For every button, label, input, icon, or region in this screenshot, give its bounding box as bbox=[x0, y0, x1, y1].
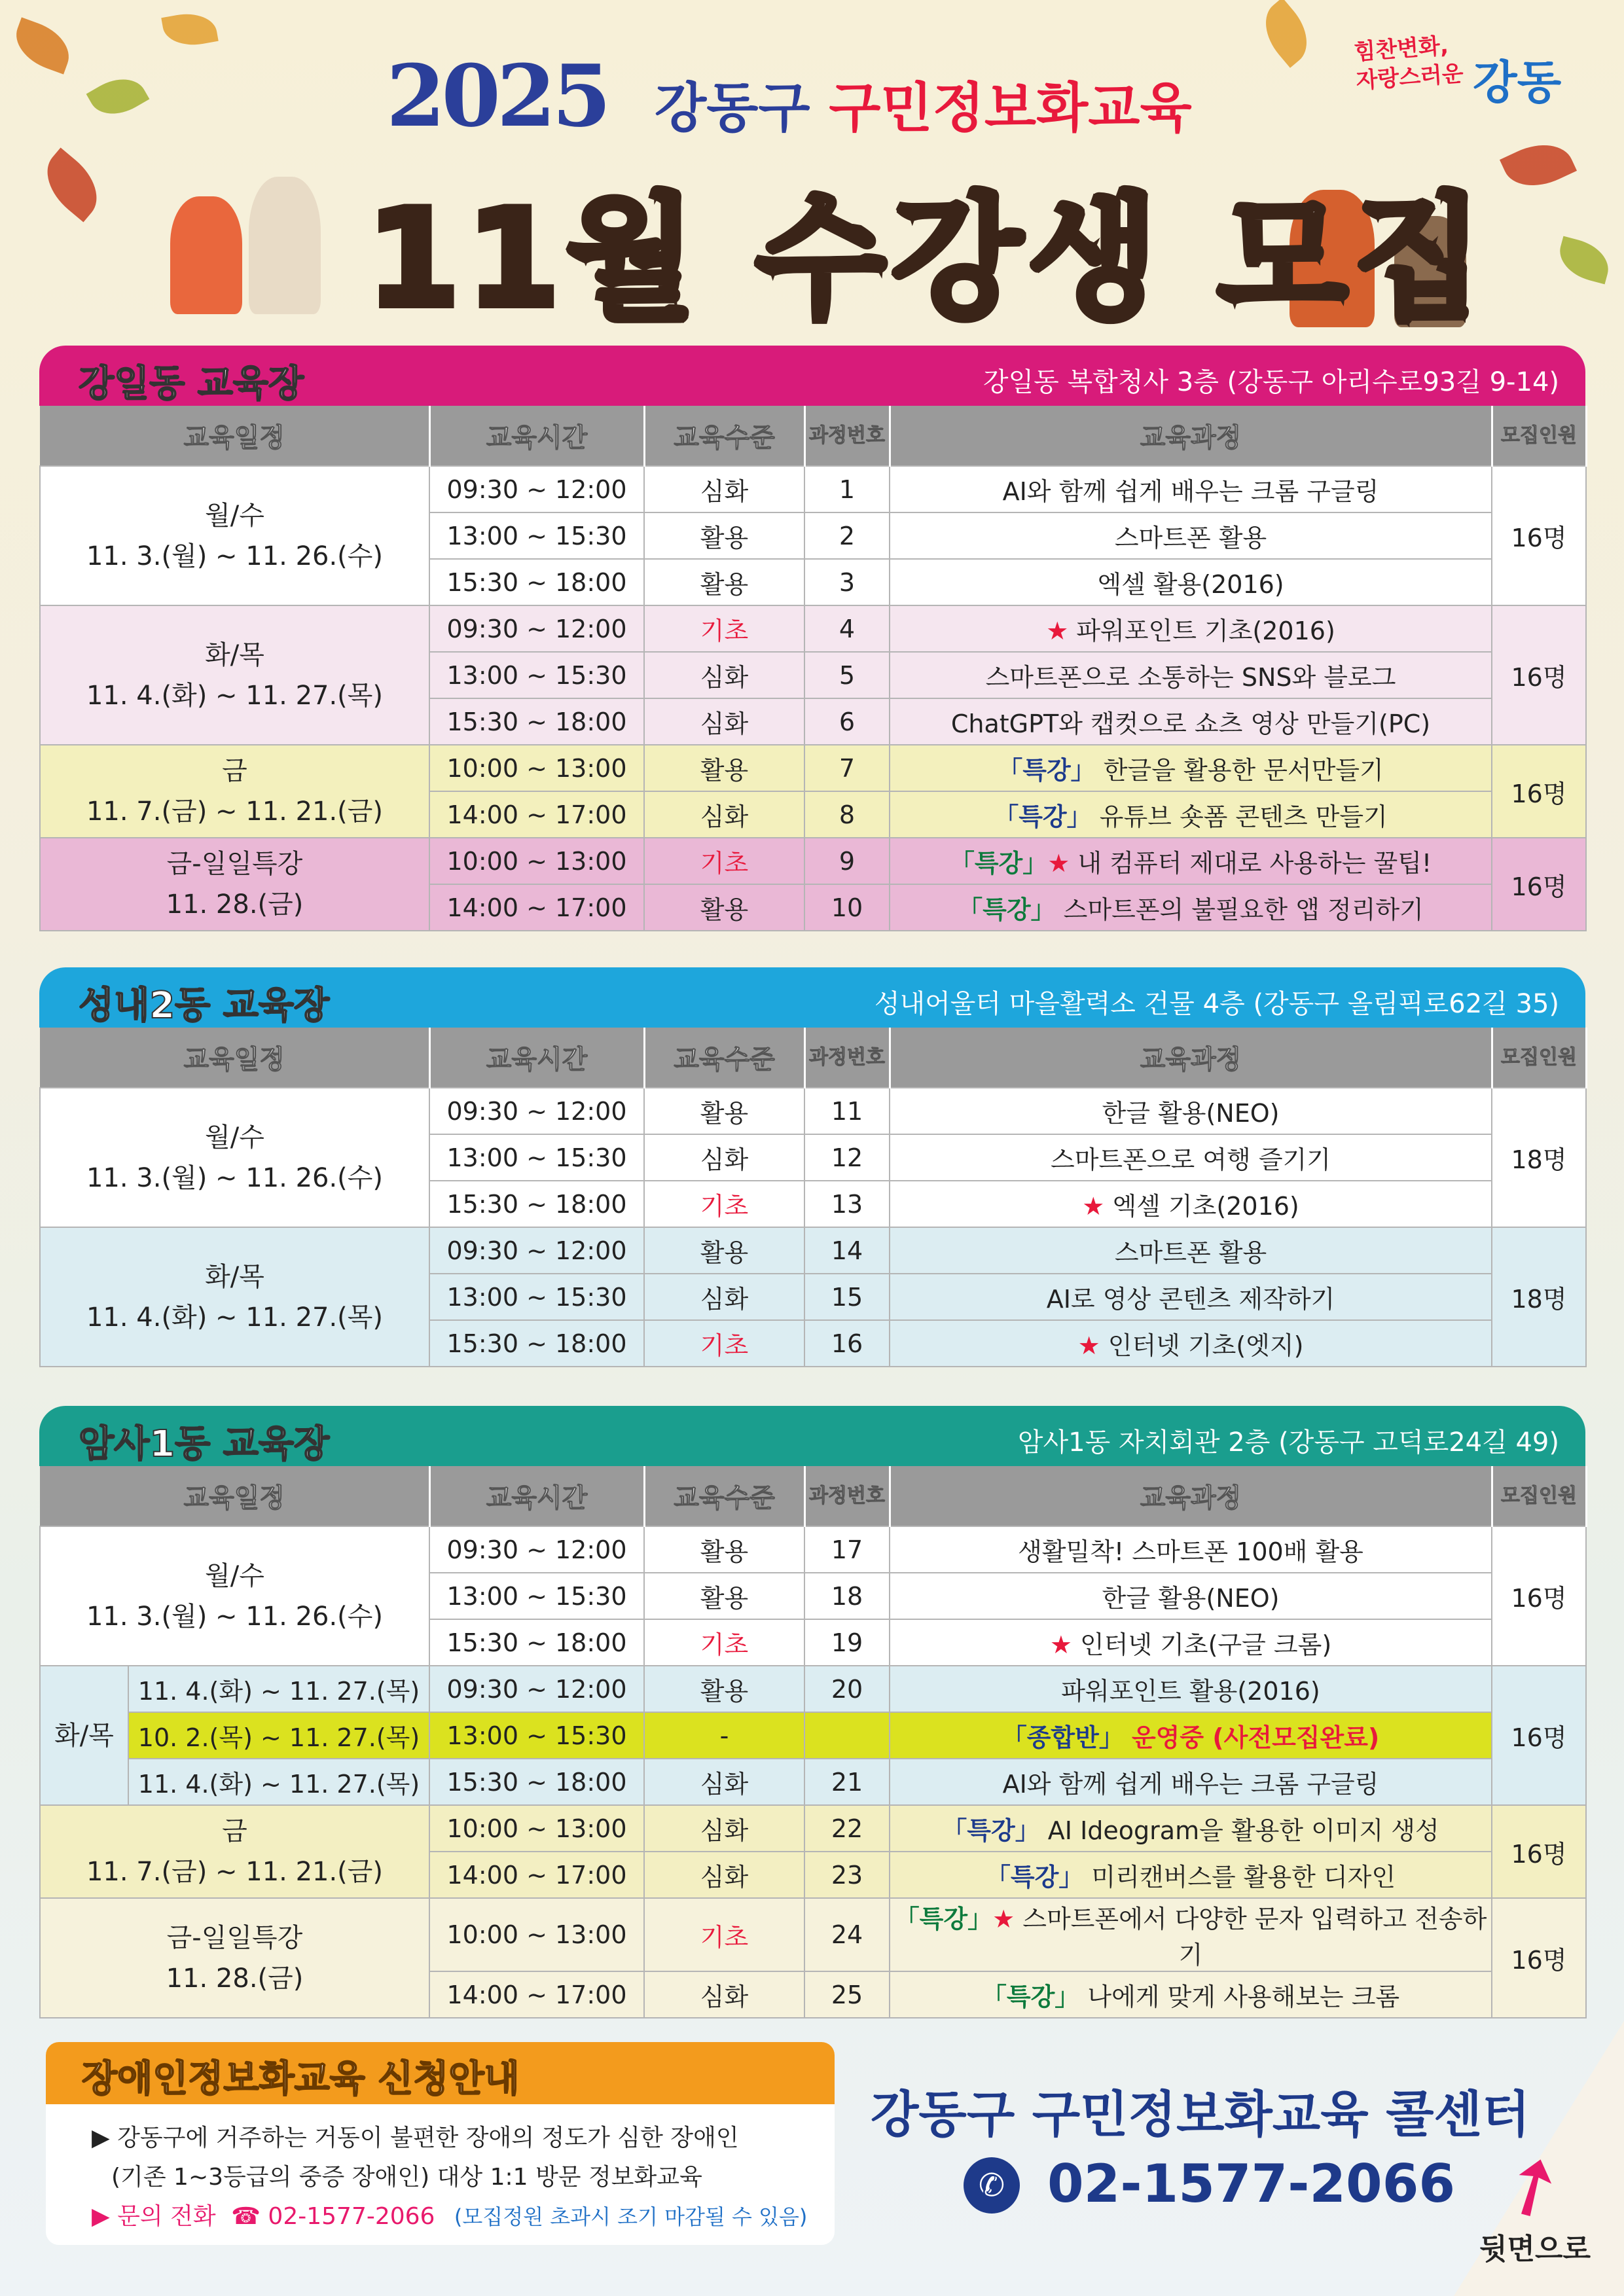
course-cell: AI와 함께 쉽게 배우는 크롬 구글링 bbox=[890, 466, 1492, 512]
time-cell: 10:00 ~ 13:00 bbox=[429, 838, 644, 884]
course-no-cell: 2 bbox=[804, 512, 890, 559]
course-cell: 생활밀착! 스마트폰 100배 활용 bbox=[890, 1526, 1492, 1573]
col-course: 교육과정 bbox=[890, 1466, 1492, 1526]
course-cell: 한글 활용(NEO) bbox=[890, 1573, 1492, 1619]
course-tag: 「특강」 bbox=[949, 849, 1048, 878]
col-level: 교육수준 bbox=[644, 406, 804, 466]
subtitle-program: 구민정보화교육 bbox=[829, 77, 1192, 139]
disability-notice bbox=[46, 2042, 835, 2245]
table-row bbox=[40, 1088, 1586, 1134]
capacity-cell: 18명 bbox=[1492, 1227, 1586, 1367]
col-course: 교육과정 bbox=[890, 406, 1492, 466]
time-cell: 09:30 ~ 12:00 bbox=[429, 1088, 644, 1134]
table-row bbox=[40, 1805, 1586, 1852]
section-header bbox=[39, 967, 1585, 1028]
time-cell: 10:00 ~ 13:00 bbox=[429, 1805, 644, 1852]
course-cell: 「특강」 한글을 활용한 문서만들기 bbox=[890, 745, 1492, 791]
course-cell: 「특강」 AI Ideogram을 활용한 이미지 생성 bbox=[890, 1805, 1492, 1852]
contact-note: (모집정원 초과시 조기 마감될 수 있음) bbox=[454, 2204, 808, 2229]
time-cell: 13:00 ~ 15:30 bbox=[429, 1134, 644, 1181]
course-tag: 「특강」 bbox=[998, 756, 1096, 785]
level-cell: 활용 bbox=[644, 1088, 804, 1134]
contact-phone[interactable]: ☎ 02-1577-2066 bbox=[231, 2203, 435, 2230]
illustration-person bbox=[249, 177, 321, 314]
time-cell: 15:30 ~ 18:00 bbox=[429, 559, 644, 605]
course-cell: 「종합반」 운영중 (사전모집완료) bbox=[890, 1712, 1492, 1759]
capacity-cell: 18명 bbox=[1492, 1088, 1586, 1227]
course-tag: 「종합반」 bbox=[1001, 1723, 1124, 1752]
level-cell: 심화 bbox=[644, 652, 804, 698]
course-no-cell: 15 bbox=[804, 1274, 890, 1320]
level-cell: 심화 bbox=[644, 1805, 804, 1852]
level-cell: 심화 bbox=[644, 466, 804, 512]
table-header-row bbox=[40, 1028, 1586, 1088]
col-schedule: 교육일정 bbox=[40, 406, 429, 466]
notice-header bbox=[46, 2042, 835, 2104]
level-cell: 심화 bbox=[644, 1274, 804, 1320]
section-gangil bbox=[39, 346, 1585, 931]
time-cell: 15:30 ~ 18:00 bbox=[429, 1619, 644, 1666]
star-icon: ★ bbox=[992, 1905, 1015, 1933]
section-title: 강일동 교육장 bbox=[79, 363, 304, 405]
time-cell: 14:00 ~ 17:00 bbox=[429, 1852, 644, 1898]
course-tag: 「특강」 bbox=[942, 1816, 1040, 1845]
section-title: 성내2동 교육장 bbox=[79, 984, 330, 1027]
schedule-table bbox=[39, 406, 1587, 931]
col-course: 교육과정 bbox=[890, 1028, 1492, 1088]
time-cell: 13:00 ~ 15:30 bbox=[429, 1712, 644, 1759]
schedule-table bbox=[39, 1028, 1587, 1367]
col-time: 교육시간 bbox=[429, 1028, 644, 1088]
col-capacity: 모집인원 bbox=[1492, 406, 1586, 466]
time-cell: 09:30 ~ 12:00 bbox=[429, 1227, 644, 1274]
schedule-days-cell: 화/목 bbox=[40, 1666, 128, 1805]
capacity-cell: 16명 bbox=[1492, 1526, 1586, 1666]
capacity-cell: 16명 bbox=[1492, 1805, 1586, 1898]
table-row bbox=[40, 1898, 1586, 1971]
table-row bbox=[40, 1227, 1586, 1274]
course-cell: AI와 함께 쉽게 배우는 크롬 구글링 bbox=[890, 1759, 1492, 1805]
course-no-cell: 25 bbox=[804, 1971, 890, 2018]
time-cell: 15:30 ~ 18:00 bbox=[429, 1759, 644, 1805]
time-cell: 15:30 ~ 18:00 bbox=[429, 1320, 644, 1367]
capacity-cell: 16명 bbox=[1492, 745, 1586, 838]
level-cell: 기초 bbox=[644, 605, 804, 652]
level-cell: 심화 bbox=[644, 1134, 804, 1181]
table-row bbox=[40, 1666, 1586, 1712]
time-cell: 14:00 ~ 17:00 bbox=[429, 1971, 644, 2018]
table-header-row bbox=[40, 1466, 1586, 1526]
time-cell: 15:30 ~ 18:00 bbox=[429, 698, 644, 745]
course-no-cell: 14 bbox=[804, 1227, 890, 1274]
notice-contact bbox=[92, 2198, 807, 2231]
course-cell: AI로 영상 콘텐츠 제작하기 bbox=[890, 1274, 1492, 1320]
schedule-range-cell: 11. 4.(화) ~ 11. 27.(목) bbox=[128, 1759, 429, 1805]
schedule-cell: 화/목 11. 4.(화) ~ 11. 27.(목) bbox=[40, 1227, 429, 1367]
next-page-link[interactable]: 뒷면으로 bbox=[1479, 2233, 1591, 2266]
schedule-cell: 금-일일특강 11. 28.(금) bbox=[40, 838, 429, 931]
level-cell: - bbox=[644, 1712, 804, 1759]
page-title bbox=[367, 151, 1490, 344]
course-cell: 한글 활용(NEO) bbox=[890, 1088, 1492, 1134]
section-address: 암사1동 자치회관 2층 (강동구 고덕로24길 49) bbox=[1017, 1427, 1559, 1458]
course-cell: 「특강」 스마트폰의 불필요한 앱 정리하기 bbox=[890, 884, 1492, 931]
time-cell: 10:00 ~ 13:00 bbox=[429, 1898, 644, 1971]
level-cell: 활용 bbox=[644, 1666, 804, 1712]
course-no-cell: 22 bbox=[804, 1805, 890, 1852]
time-cell: 09:30 ~ 12:00 bbox=[429, 605, 644, 652]
phone-icon: ✆ bbox=[964, 2157, 1020, 2214]
schedule-table bbox=[39, 1466, 1587, 2018]
course-cell: 스마트폰 활용 bbox=[890, 1227, 1492, 1274]
course-no-cell: 23 bbox=[804, 1852, 890, 1898]
col-course-no: 과정번호 bbox=[804, 1028, 890, 1088]
course-tag: 「특강」 bbox=[958, 895, 1056, 924]
course-cell: 스마트폰으로 소통하는 SNS와 블로그 bbox=[890, 652, 1492, 698]
level-cell: 심화 bbox=[644, 1852, 804, 1898]
course-no-cell: 9 bbox=[804, 838, 890, 884]
star-icon: ★ bbox=[1047, 849, 1070, 878]
course-cell: 「특강」 나에게 맞게 사용해보는 크롬 bbox=[890, 1971, 1492, 2018]
col-time: 교육시간 bbox=[429, 1466, 644, 1526]
level-cell: 기초 bbox=[644, 838, 804, 884]
table-row bbox=[40, 1712, 1586, 1759]
col-schedule: 교육일정 bbox=[40, 1028, 429, 1088]
section-seongnae2 bbox=[39, 967, 1585, 1367]
schedule-range-cell: 10. 2.(목) ~ 11. 27.(목) bbox=[128, 1712, 429, 1759]
subtitle-district: 강동구 bbox=[655, 77, 810, 139]
course-cell: 스마트폰 활용 bbox=[890, 512, 1492, 559]
course-cell: ★ 파워포인트 기초(2016) bbox=[890, 605, 1492, 652]
level-cell: 활용 bbox=[644, 559, 804, 605]
gangdong-logo bbox=[1353, 26, 1578, 109]
notice-line: (기존 1~3등급의 중증 장애인) 대상 1:1 방문 정보화교육 bbox=[111, 2164, 702, 2191]
level-cell: 기초 bbox=[644, 1181, 804, 1227]
table-row bbox=[40, 838, 1586, 884]
course-cell: ChatGPT와 캡컷으로 쇼츠 영상 만들기(PC) bbox=[890, 698, 1492, 745]
col-capacity: 모집인원 bbox=[1492, 1466, 1586, 1526]
title-month: 11 bbox=[367, 181, 567, 337]
col-level: 교육수준 bbox=[644, 1466, 804, 1526]
year-label: 2025 bbox=[386, 46, 607, 146]
col-schedule: 교육일정 bbox=[40, 1466, 429, 1526]
course-tag: 「특강」 bbox=[994, 802, 1092, 831]
capacity-cell: 16명 bbox=[1492, 838, 1586, 931]
callcenter-title: 강동구 구민정보화교육 콜센터 bbox=[871, 2085, 1530, 2144]
section-header bbox=[39, 346, 1585, 406]
logo-slogan: 힘찬변화, 자랑스러운 bbox=[1353, 32, 1464, 94]
schedule-cell: 금-일일특강 11. 28.(금) bbox=[40, 1898, 429, 2018]
table-row bbox=[40, 605, 1586, 652]
table-row bbox=[40, 745, 1586, 791]
schedule-cell: 화/목 11. 4.(화) ~ 11. 27.(목) bbox=[40, 605, 429, 745]
level-cell: 활용 bbox=[644, 512, 804, 559]
course-no-cell: 5 bbox=[804, 652, 890, 698]
time-cell: 10:00 ~ 13:00 bbox=[429, 745, 644, 791]
col-time: 교육시간 bbox=[429, 406, 644, 466]
notice-title: 장애인정보화교육 신청안내 bbox=[82, 2058, 520, 2100]
course-no-cell: 16 bbox=[804, 1320, 890, 1367]
time-cell: 13:00 ~ 15:30 bbox=[429, 1274, 644, 1320]
illustration-person bbox=[170, 196, 242, 314]
section-address: 강일동 복합청사 3층 (강동구 아리수로93길 9-14) bbox=[983, 367, 1559, 397]
level-cell: 심화 bbox=[644, 1759, 804, 1805]
course-tag: 「특강」 bbox=[985, 1863, 1084, 1892]
course-no-cell: 20 bbox=[804, 1666, 890, 1712]
time-cell: 13:00 ~ 15:30 bbox=[429, 1573, 644, 1619]
page-header bbox=[0, 0, 1624, 340]
course-no-cell: 13 bbox=[804, 1181, 890, 1227]
course-no-cell: 19 bbox=[804, 1619, 890, 1666]
course-no-cell: 24 bbox=[804, 1898, 890, 1971]
time-cell: 09:30 ~ 12:00 bbox=[429, 1666, 644, 1712]
col-level: 교육수준 bbox=[644, 1028, 804, 1088]
course-tag: 「특강」 bbox=[894, 1905, 993, 1933]
section-header bbox=[39, 1406, 1585, 1466]
schedule-cell: 금 11. 7.(금) ~ 11. 21.(금) bbox=[40, 1805, 429, 1898]
course-cell: 엑셀 활용(2016) bbox=[890, 559, 1492, 605]
subtitle bbox=[655, 65, 1192, 142]
star-icon: ★ bbox=[1046, 617, 1069, 645]
time-cell: 14:00 ~ 17:00 bbox=[429, 791, 644, 838]
course-cell: 「특강」 유튜브 숏폼 콘텐츠 만들기 bbox=[890, 791, 1492, 838]
level-cell: 활용 bbox=[644, 1227, 804, 1274]
time-cell: 09:30 ~ 12:00 bbox=[429, 466, 644, 512]
course-no-cell: 7 bbox=[804, 745, 890, 791]
level-cell: 심화 bbox=[644, 1971, 804, 2018]
capacity-cell: 16명 bbox=[1492, 605, 1586, 745]
star-icon: ★ bbox=[1082, 1192, 1105, 1221]
star-icon: ★ bbox=[1049, 1630, 1072, 1659]
col-capacity: 모집인원 bbox=[1492, 1028, 1586, 1088]
notice-line: ▶ 강동구에 거주하는 거동이 불편한 장애의 정도가 심한 장애인 bbox=[92, 2125, 739, 2151]
course-no-cell: 4 bbox=[804, 605, 890, 652]
table-row bbox=[40, 1526, 1586, 1573]
course-cell: ★ 인터넷 기초(엣지) bbox=[890, 1320, 1492, 1367]
time-cell: 13:00 ~ 15:30 bbox=[429, 512, 644, 559]
callcenter-phone[interactable]: 02-1577-2066 bbox=[1047, 2153, 1456, 2214]
course-no-cell: 21 bbox=[804, 1759, 890, 1805]
course-cell: 「특강」 미리캔버스를 활용한 디자인 bbox=[890, 1852, 1492, 1898]
time-cell: 15:30 ~ 18:00 bbox=[429, 1181, 644, 1227]
course-no-cell: 17 bbox=[804, 1526, 890, 1573]
arrow-icon: ➚ bbox=[1480, 2130, 1583, 2242]
star-icon: ★ bbox=[1077, 1331, 1100, 1360]
section-amsa1 bbox=[39, 1406, 1585, 2018]
course-cell: 「특강」★ 스마트폰에서 다양한 문자 입력하고 전송하기 bbox=[890, 1898, 1492, 1971]
level-cell: 기초 bbox=[644, 1320, 804, 1367]
capacity-cell: 16명 bbox=[1492, 466, 1586, 605]
level-cell: 기초 bbox=[644, 1898, 804, 1971]
table-header-row bbox=[40, 406, 1586, 466]
capacity-cell: 16명 bbox=[1492, 1898, 1586, 2018]
course-no-cell: 11 bbox=[804, 1088, 890, 1134]
level-cell: 심화 bbox=[644, 791, 804, 838]
schedule-cell: 금 11. 7.(금) ~ 11. 21.(금) bbox=[40, 745, 429, 838]
course-cell: 파워포인트 활용(2016) bbox=[890, 1666, 1492, 1712]
schedule-cell: 월/수 11. 3.(월) ~ 11. 26.(수) bbox=[40, 1088, 429, 1227]
course-no-cell: 18 bbox=[804, 1573, 890, 1619]
time-cell: 09:30 ~ 12:00 bbox=[429, 1526, 644, 1573]
level-cell: 심화 bbox=[644, 698, 804, 745]
contact-label: ▶ 문의 전화 bbox=[92, 2203, 216, 2230]
course-cell: 스마트폰으로 여행 즐기기 bbox=[890, 1134, 1492, 1181]
course-cell: 「특강」★ 내 컴퓨터 제대로 사용하는 꿀팁! bbox=[890, 838, 1492, 884]
table-row bbox=[40, 1759, 1586, 1805]
capacity-cell: 16명 bbox=[1492, 1666, 1586, 1805]
course-no-cell: 1 bbox=[804, 466, 890, 512]
col-course-no: 과정번호 bbox=[804, 1466, 890, 1526]
course-cell: ★ 엑셀 기초(2016) bbox=[890, 1181, 1492, 1227]
section-address: 성내어울터 마을활력소 건물 4층 (강동구 올림픽로62길 35) bbox=[874, 989, 1559, 1019]
time-cell: 14:00 ~ 17:00 bbox=[429, 884, 644, 931]
course-no-cell: 6 bbox=[804, 698, 890, 745]
time-cell: 13:00 ~ 15:30 bbox=[429, 652, 644, 698]
schedule-cell: 월/수 11. 3.(월) ~ 11. 26.(수) bbox=[40, 1526, 429, 1666]
level-cell: 활용 bbox=[644, 1573, 804, 1619]
course-no-cell bbox=[804, 1712, 890, 1759]
schedule-range-cell: 11. 4.(화) ~ 11. 27.(목) bbox=[128, 1666, 429, 1712]
level-cell: 활용 bbox=[644, 1526, 804, 1573]
title-text: 월 수강생 모집 bbox=[566, 181, 1490, 337]
course-tag: 「특강」 bbox=[981, 1982, 1080, 2011]
level-cell: 활용 bbox=[644, 884, 804, 931]
section-title: 암사1동 교육장 bbox=[79, 1423, 330, 1465]
level-cell: 기초 bbox=[644, 1619, 804, 1666]
course-cell: ★ 인터넷 기초(구글 크롬) bbox=[890, 1619, 1492, 1666]
course-no-cell: 12 bbox=[804, 1134, 890, 1181]
course-no-cell: 8 bbox=[804, 791, 890, 838]
course-no-cell: 10 bbox=[804, 884, 890, 931]
col-course-no: 과정번호 bbox=[804, 406, 890, 466]
course-no-cell: 3 bbox=[804, 559, 890, 605]
level-cell: 활용 bbox=[644, 745, 804, 791]
schedule-cell: 월/수 11. 3.(월) ~ 11. 26.(수) bbox=[40, 466, 429, 605]
table-row bbox=[40, 466, 1586, 512]
logo-name: 강동 bbox=[1473, 56, 1562, 109]
